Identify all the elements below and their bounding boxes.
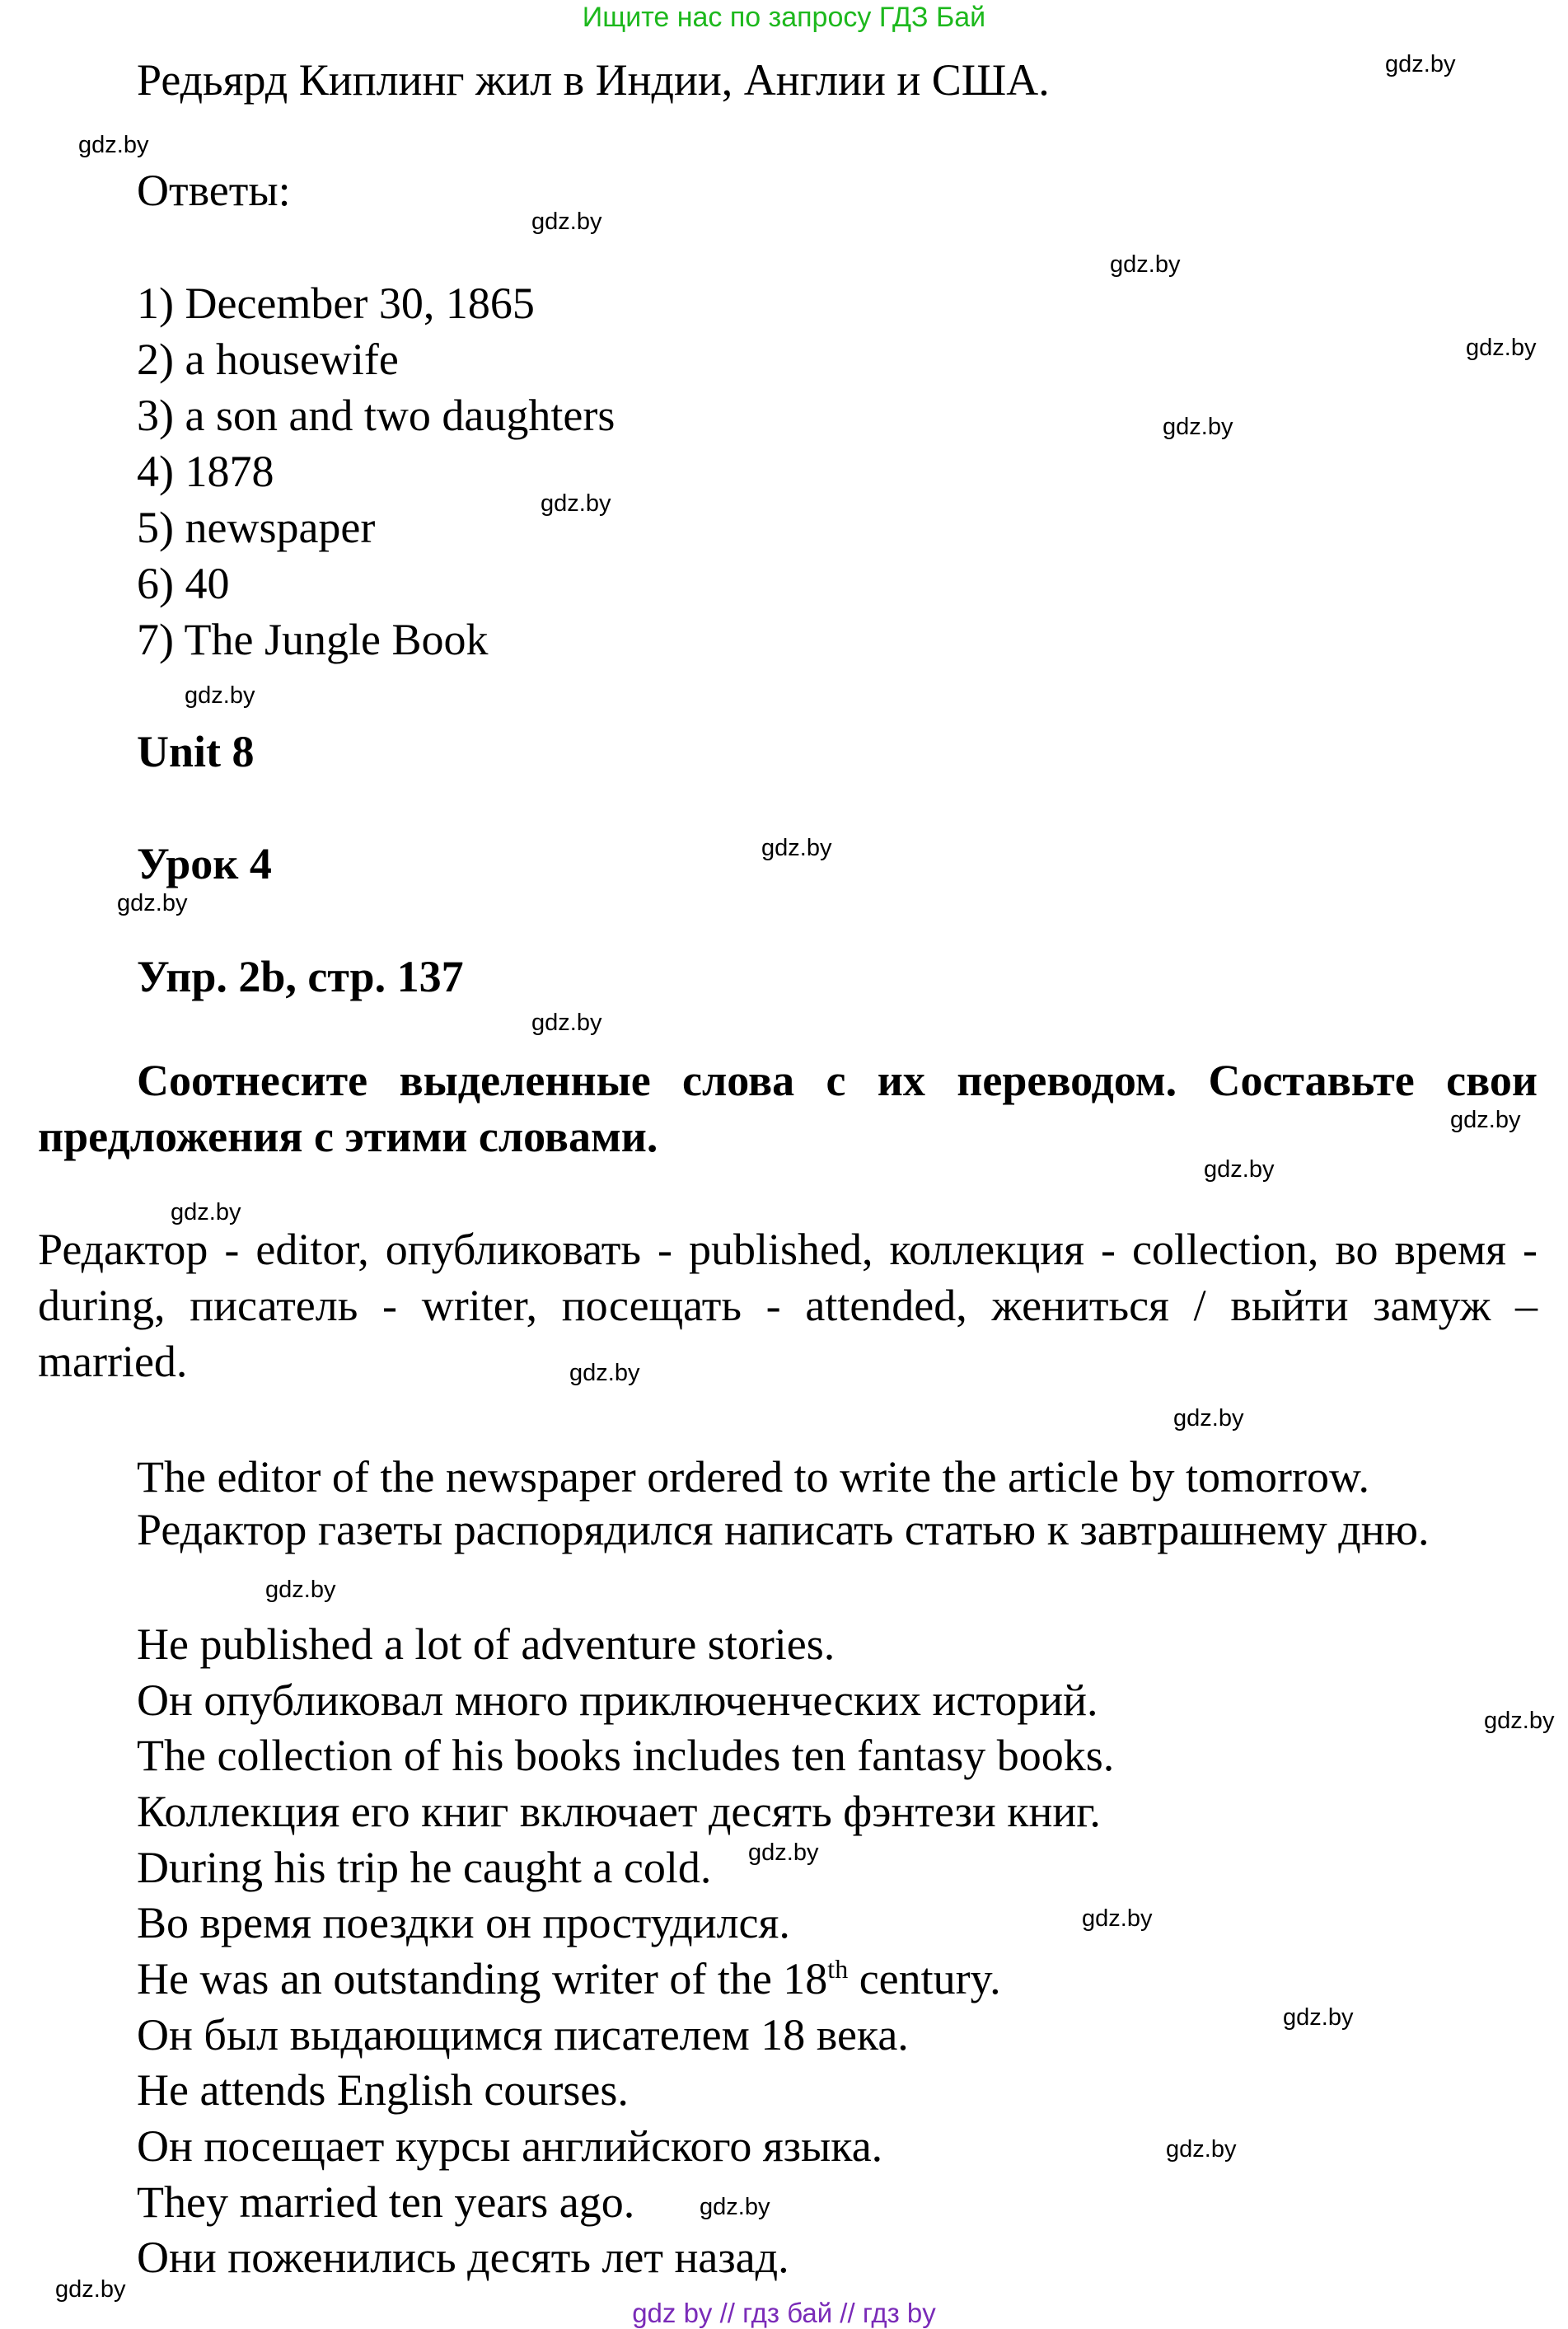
answers-heading: Ответы:: [137, 166, 291, 215]
watermark: gdz.by: [761, 835, 832, 861]
watermark: gdz.by: [1166, 2136, 1237, 2163]
sentence: Они поженились десять лет назад.: [137, 2233, 789, 2282]
sentence: He published a lot of adventure stories.: [137, 1619, 835, 1669]
answer-item: 1) December 30, 1865: [137, 279, 535, 328]
watermark: gdz.by: [1082, 1905, 1153, 1932]
watermark: gdz.by: [1466, 335, 1537, 361]
watermark: gdz.by: [700, 2194, 770, 2220]
sentence: They married ten years ago.: [137, 2177, 635, 2227]
sentence: Он посещает курсы английского языка.: [137, 2121, 883, 2171]
watermark: gdz.by: [1450, 1107, 1521, 1133]
sentence: During his trip he caught a cold.: [137, 1843, 712, 1892]
intro-sentence: Редьярд Киплинг жил в Индии, Англии и США.: [137, 55, 1050, 105]
ordinal-suffix: th: [827, 1954, 849, 1984]
unit-heading: Unit 8: [137, 727, 255, 776]
watermark: gdz.by: [1283, 2004, 1354, 2031]
watermark: gdz.by: [78, 132, 149, 158]
watermark: gdz.by: [541, 490, 611, 517]
watermark: gdz.by: [185, 682, 255, 709]
watermark: gdz.by: [1110, 251, 1181, 278]
watermark: gdz.by: [1163, 414, 1233, 440]
lesson-heading: Урок 4: [137, 839, 272, 888]
vocabulary-text: Редактор - editor, опубликовать - published, коллекция - collection, во время - during, писатель - writer, посещать - attended, жениться / выйти замуж – married.: [38, 1225, 1538, 1386]
writer-sentence: [137, 1956, 1001, 2001]
writer-sentence-end: century.: [848, 1954, 1001, 2003]
watermark: gdz.by: [748, 1839, 819, 1866]
watermark: gdz.by: [1173, 1405, 1244, 1432]
sentence: He attends English courses.: [137, 2065, 629, 2115]
watermark: gdz.by: [1204, 1156, 1275, 1183]
sentence: The collection of his books includes ten fantasy books.: [137, 1731, 1115, 1780]
writer-sentence-main: He was an outstanding writer of the 18: [137, 1954, 828, 2003]
watermark: gdz.by: [117, 890, 188, 916]
example-sentence-en: The editor of the newspaper ordered to write the article by tomorrow.: [137, 1452, 1369, 1502]
footer-links: gdz by // гдз бай // гдз by: [632, 2298, 936, 2328]
answer-item: 2) a housewife: [137, 335, 399, 384]
watermark: gdz.by: [531, 1010, 602, 1036]
sentence: Он опубликовал много приключенческих историй.: [137, 1675, 1098, 1725]
example-sentence-ru: Редактор газеты распорядился написать статью к завтрашнему дню.: [137, 1505, 1430, 1554]
answer-item: 3) a son and two daughters: [137, 391, 615, 440]
answer-item: 5) newspaper: [137, 503, 376, 552]
task-text: Соотнесите выделенные слова с их переводом. Составьте свои предложения с этими словами.: [38, 1056, 1538, 1161]
watermark: gdz.by: [1484, 1708, 1555, 1734]
answer-item: 4) 1878: [137, 447, 274, 496]
exercise-heading: Упр. 2b, стр. 137: [137, 952, 464, 1001]
answer-item: 7) The Jungle Book: [137, 615, 489, 664]
watermark: gdz.by: [55, 2276, 126, 2303]
watermark: gdz.by: [569, 1360, 640, 1386]
sentence: Во время поездки он простудился.: [137, 1898, 790, 1947]
sentence: Он был выдающимся писателем 18 века.: [137, 2010, 909, 2060]
watermark: gdz.by: [531, 209, 602, 235]
answer-item: 6) 40: [137, 559, 230, 608]
watermark: gdz.by: [1385, 51, 1456, 77]
top-banner: Ищите нас по запросу ГДЗ Бай: [582, 2, 986, 33]
watermark: gdz.by: [171, 1199, 241, 1225]
sentence: Коллекция его книг включает десять фэнтези книг.: [137, 1787, 1101, 1836]
watermark: gdz.by: [265, 1577, 336, 1603]
